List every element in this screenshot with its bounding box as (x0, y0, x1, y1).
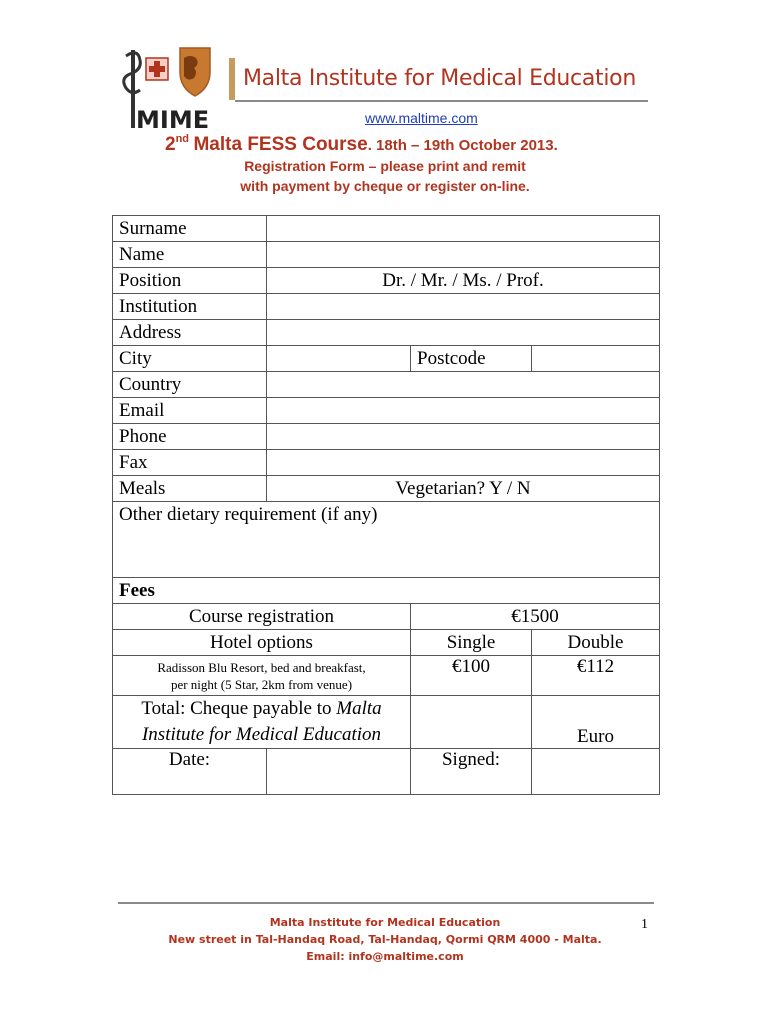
website-link[interactable]: www.maltime.com (365, 110, 478, 126)
name-label: Name (113, 242, 267, 268)
single-room-price[interactable]: €100 (411, 656, 532, 696)
hotel-description (113, 656, 411, 696)
meals-label: Meals (113, 476, 267, 502)
email-label: Email (113, 398, 267, 424)
phone-label: Phone (113, 424, 267, 450)
postcode-label: Postcode (411, 346, 532, 372)
registration-instructions-line2: with payment by cheque or register on-line. (240, 178, 530, 194)
country-field[interactable] (267, 372, 660, 398)
position-title-options[interactable]: Dr. / Mr. / Ms. / Prof. (267, 268, 660, 294)
other-dietary-label: Other dietary requirement (if any) (119, 504, 378, 525)
name-field[interactable] (267, 242, 660, 268)
footer-institute-name: Malta Institute for Medical Education (269, 916, 501, 929)
institution-field[interactable] (267, 294, 660, 320)
fax-field[interactable] (267, 450, 660, 476)
signed-label: Signed: (411, 749, 532, 795)
single-room-header: Single (411, 630, 532, 656)
city-field[interactable] (267, 346, 411, 372)
vegetarian-option[interactable]: Vegetarian? Y / N (267, 476, 660, 502)
course-name: Malta FESS Course (193, 134, 368, 155)
total-payee-line1: Malta (336, 698, 382, 719)
total-prefix: Total: Cheque payable to (141, 698, 337, 719)
city-label: City (113, 346, 267, 372)
fees-heading: Fees (113, 578, 660, 604)
surname-label: Surname (113, 216, 267, 242)
course-registration-label: Course registration (113, 604, 411, 630)
institute-name: Malta Institute for Medical Education (243, 66, 636, 91)
institute-logo (118, 44, 218, 130)
logo-text: MIME (136, 106, 210, 130)
currency-label: Euro (532, 696, 660, 749)
page-number: 1 (641, 917, 648, 932)
course-title (165, 134, 558, 156)
hotel-options-label: Hotel options (113, 630, 411, 656)
address-field[interactable] (267, 320, 660, 346)
registration-form-table (112, 215, 660, 795)
footer-divider (118, 902, 654, 904)
surname-field[interactable] (267, 216, 660, 242)
logo-divider (229, 58, 235, 100)
registration-instructions-line1: Registration Form – please print and remit (244, 158, 526, 174)
total-payable-note (113, 696, 411, 749)
email-field[interactable] (267, 398, 660, 424)
footer-email: Email: info@maltime.com (306, 950, 464, 963)
total-payee-line2: Institute for Medical Education (141, 724, 382, 745)
date-field[interactable] (267, 749, 411, 795)
address-label: Address (113, 320, 267, 346)
other-dietary-field[interactable] (113, 502, 660, 578)
hotel-description-line2: per night (5 Star, 2km from venue) (170, 676, 353, 692)
position-label: Position (113, 268, 267, 294)
course-dates: . 18th – 19th October 2013. (367, 137, 558, 154)
course-registration-price: €1500 (411, 604, 660, 630)
double-room-header: Double (532, 630, 660, 656)
signature-field[interactable] (532, 749, 660, 795)
hotel-description-line1: Radisson Blu Resort, bed and breakfast, (157, 659, 366, 675)
total-amount-field[interactable] (411, 696, 532, 749)
course-ordinal-suffix: nd (175, 133, 190, 145)
country-label: Country (113, 372, 267, 398)
fax-label: Fax (113, 450, 267, 476)
title-underline (235, 100, 648, 102)
phone-field[interactable] (267, 424, 660, 450)
date-label: Date: (113, 749, 267, 795)
double-room-price[interactable]: €112 (532, 656, 660, 696)
footer-address: New street in Tal-Handaq Road, Tal-Handaq, Qormi QRM 4000 - Malta. (168, 933, 602, 946)
course-ordinal: 2 (165, 134, 176, 155)
institution-label: Institution (113, 294, 267, 320)
postcode-field[interactable] (532, 346, 660, 372)
